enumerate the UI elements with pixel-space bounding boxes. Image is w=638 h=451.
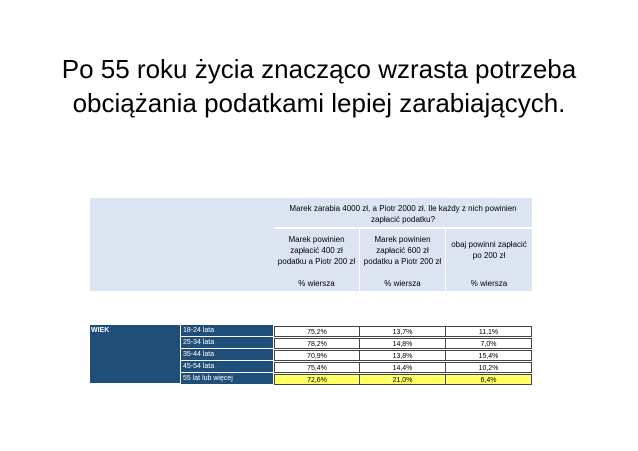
row-label-45-54: 45-54 lata [181, 361, 273, 372]
header-blank-area [90, 198, 274, 291]
column-header-2-text: Marek powinien zapłacić 600 zł podatku a Piotr 200 zł [363, 235, 442, 266]
row-label-55-plus: 55 lat lub więcej [181, 373, 273, 384]
cell-r2-c3: 7,0% [445, 338, 532, 349]
pct-header-2-text: % wiersza [384, 279, 421, 288]
cell-r3-c2: 13,8% [359, 350, 446, 361]
cell-r5-c2: 21,0% [359, 374, 446, 385]
cell-r2-c2: 14,8% [359, 338, 446, 349]
row-group-label: WIEK [91, 327, 110, 334]
cell-r5-c3: 6,4% [445, 374, 532, 385]
pct-header-1-text: % wiersza [298, 279, 335, 288]
cell-r4-c3: 10,2% [445, 362, 532, 373]
row-label-18-24: 18-24 lata [181, 325, 273, 336]
cell-r4-c1: 75,4% [274, 362, 360, 373]
cell-r1-c3: 11,1% [445, 326, 532, 337]
row-label-25-34: 25-34 lata [181, 337, 273, 348]
cell-r5-c1: 72,6% [274, 374, 360, 385]
slide-title: Po 55 roku życia znacząco wzrasta potrzeba obciążania podatkami lepiej zarabiających. [61, 54, 577, 118]
column-header-1-text: Marek powinien zapłacić 400 zł podatku a Piotr 200 zł [277, 235, 356, 266]
question-text: Marek zarabia 4000 zł, a Piotr 2000 zł. Ile każdy z nich powinien zapłacić podatku? [289, 204, 517, 224]
cell-r3-c3: 15,4% [445, 350, 532, 361]
column-header-3-text: obaj powinni zapłacić po 200 zł [451, 240, 527, 260]
cell-r2-c1: 78,2% [274, 338, 360, 349]
cell-r1-c1: 75,2% [274, 326, 360, 337]
cell-r3-c1: 70,9% [274, 350, 360, 361]
pct-header-3-text: % wiersza [470, 279, 508, 288]
cell-r1-c2: 13,7% [359, 326, 446, 337]
cell-r4-c2: 14,4% [359, 362, 446, 373]
row-label-35-44: 35-44 lata [181, 349, 273, 360]
